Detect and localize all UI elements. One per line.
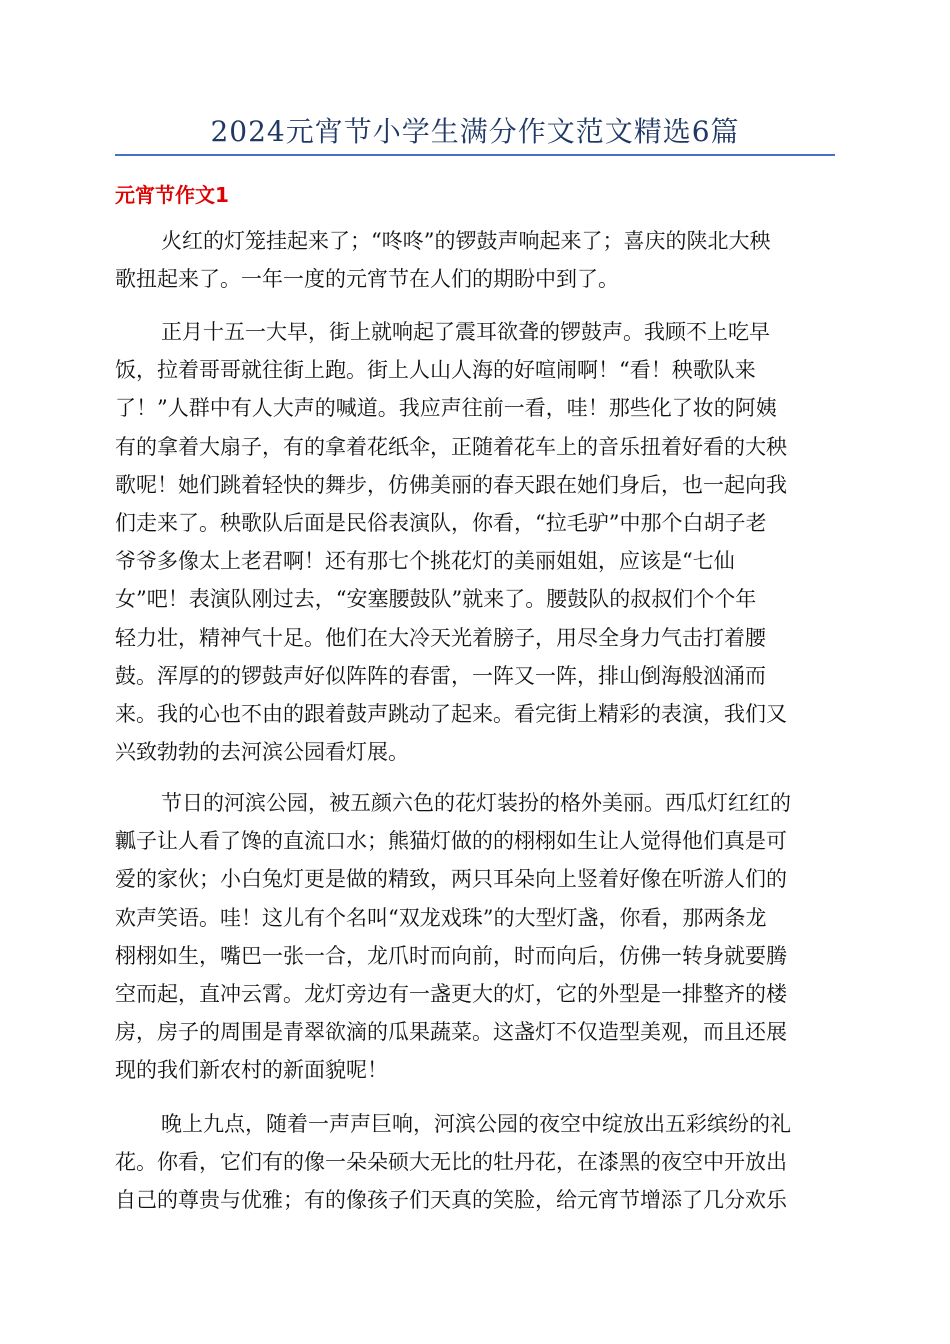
paragraph-line: 爱的家伙；小白兔灯更是做的精致，两只耳朵向上竖着好像在听游人们的 bbox=[115, 867, 787, 892]
document-title: 2024元宵节小学生满分作文范文精选6篇 bbox=[210, 115, 740, 148]
paragraph-line: 瓤子让人看了馋的直流口水；熊猫灯做的的栩栩如生让人觉得他们真是可 bbox=[115, 829, 787, 854]
paragraph-line: 现的我们新农村的新面貌呢！ bbox=[115, 1058, 388, 1083]
paragraph-line: 轻力壮，精神气十足。他们在大冷天光着膀子，用尽全身力气击打着腰 bbox=[115, 625, 766, 650]
title-underline-divider bbox=[115, 154, 835, 156]
paragraph-2 bbox=[115, 313, 835, 771]
paragraph-4 bbox=[115, 1105, 835, 1220]
paragraph-line: 兴致勃勃的去河滨公园看灯展。 bbox=[115, 740, 409, 765]
paragraph-line: 自己的尊贵与优雅；有的像孩子们天真的笑脸，给元宵节增添了几分欢乐 bbox=[115, 1188, 787, 1213]
paragraph-line: 欢声笑语。哇！这儿有个名叫“双龙戏珠”的大型灯盏，你看，那两条龙 bbox=[115, 905, 767, 930]
paragraph-line: 花。你看，它们有的像一朵朵硕大无比的牡丹花，在漆黑的夜空中开放出 bbox=[115, 1150, 787, 1175]
paragraph-line: 栩栩如生，嘴巴一张一合，龙爪时而向前，时而向后，仿佛一转身就要腾 bbox=[115, 943, 787, 968]
paragraph-line: 歌扭起来了。一年一度的元宵节在人们的期盼中到了。 bbox=[115, 267, 619, 292]
paragraph-line: 鼓。浑厚的的锣鼓声好似阵阵的春雷，一阵又一阵，排山倒海般汹涌而 bbox=[115, 663, 766, 688]
paragraph-line: 节日的河滨公园，被五颜六色的花灯装扮的格外美丽。西瓜灯红红的 bbox=[161, 791, 791, 815]
paragraph-line: 房，房子的周围是青翠欲滴的瓜果蔬菜。这盏灯不仅造型美观，而且还展 bbox=[115, 1020, 787, 1045]
paragraph-line: 爷爷多像太上老君啊！还有那七个挑花灯的美丽姐姐，应该是“七仙 bbox=[115, 549, 735, 574]
paragraph-line: 饭，拉着哥哥就往街上跑。街上人山人海的好喧闹啊！“看！秧歌队来 bbox=[115, 358, 756, 383]
paragraph-line: 有的拿着大扇子，有的拿着花纸伞，正随着花车上的音乐扭着好看的大秧 bbox=[115, 434, 787, 459]
paragraph-line: 了！”人群中有人大声的喊道。我应声往前一看，哇！那些化了妆的阿姨 bbox=[115, 396, 777, 421]
paragraph-line: 来。我的心也不由的跟着鼓声跳动了起来。看完街上精彩的表演，我们又 bbox=[115, 701, 787, 726]
paragraph-line: 们走来了。秧歌队后面是民俗表演队，你看，“拉毛驴”中那个白胡子老 bbox=[115, 510, 767, 535]
paragraph-line: 空而起，直冲云霄。龙灯旁边有一盏更大的灯，它的外型是一排整齐的楼 bbox=[115, 981, 787, 1006]
section-heading: 元宵节作文1 bbox=[115, 183, 229, 207]
paragraph-line: 晚上九点，随着一声声巨响，河滨公园的夜空中绽放出五彩缤纷的礼 bbox=[161, 1112, 791, 1136]
paragraph-line: 歌呢！她们跳着轻快的舞步，仿佛美丽的春天跟在她们身后，也一起向我 bbox=[115, 472, 787, 497]
paragraph-line: 火红的灯笼挂起来了；“咚咚”的锣鼓声响起来了；喜庆的陕北大秧 bbox=[161, 229, 771, 253]
paragraph-3 bbox=[115, 784, 835, 1090]
paragraph-line: 女”吧！表演队刚过去，“安塞腰鼓队”就来了。腰鼓队的叔叔们个个年 bbox=[115, 587, 757, 612]
paragraph-line: 正月十五一大早，街上就响起了震耳欲聋的锣鼓声。我顾不上吃早 bbox=[161, 320, 770, 344]
paragraph-1 bbox=[115, 222, 835, 298]
